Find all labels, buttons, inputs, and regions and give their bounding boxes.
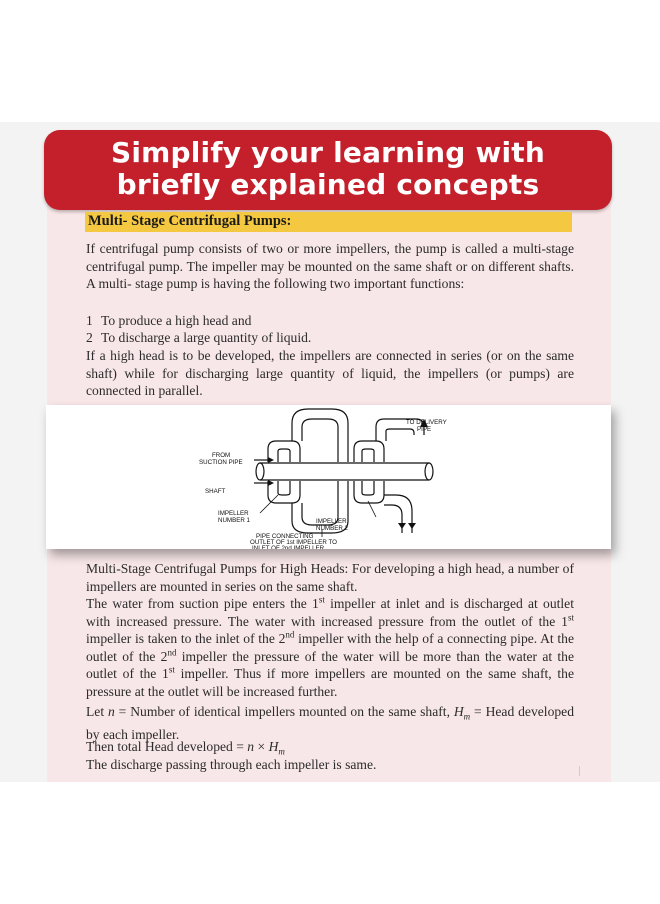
series-note-paragraph: If a high head is to be developed, the impellers are connected in series (or on the same shaft) while for discharging large quantity of liquid, the impellers (or pumps) are connected in parallel. bbox=[86, 348, 574, 398]
pump-diagram-svg bbox=[46, 405, 611, 549]
times-sign: × bbox=[254, 739, 269, 754]
label-connecting-2: OUTLET OF 1st IMPELLER TO bbox=[250, 539, 337, 546]
function-text: To produce a high head and bbox=[101, 313, 252, 328]
function-item-1 bbox=[86, 312, 251, 330]
label-delivery-1: TO DELIVERY bbox=[406, 419, 447, 426]
label-suction-2: SUCTION PIPE bbox=[199, 459, 243, 466]
section-heading: Multi- Stage Centrifugal Pumps: bbox=[88, 213, 292, 229]
intro-paragraph: If centrifugal pump consists of two or more impellers, the pump is called a multi-stage centrifugal pump. The impeller may be mounted on the same shaft or on different shafts. A multi- stage pump is having the following two important functions: bbox=[86, 241, 574, 291]
label-impeller1-2: NUMBER 1 bbox=[218, 517, 250, 524]
let-definition: Let n = Number of identical impellers mounted on the same shaft, $H_m$ = Head developed by each impeller. bbox=[86, 704, 574, 743]
promo-banner bbox=[44, 130, 612, 210]
label-shaft: SHAFT bbox=[205, 488, 226, 495]
var-H: H bbox=[453, 704, 464, 719]
total-head-formula: Then total Head developed = $n \times H_m$ bbox=[86, 739, 285, 757]
label-impeller1-1: IMPELLER bbox=[218, 510, 249, 517]
superscript-nd: nd bbox=[285, 629, 295, 640]
banner-line-2: briefly explained concepts bbox=[116, 168, 540, 201]
label-impeller2-1: IMPELLER bbox=[316, 518, 347, 525]
label-impeller2-2: NUMBER 2 bbox=[316, 525, 348, 532]
discharge-note: The discharge passing through each impeller is same. bbox=[86, 757, 377, 772]
high-heads-paragraph: Multi-Stage Centrifugal Pumps for High Heads: For developing a high head, a number of impellers are mounted in series on the same shaft. bbox=[86, 561, 574, 594]
function-number: 1 bbox=[86, 313, 93, 328]
banner-line-1: Simplify your learning with bbox=[110, 136, 546, 169]
function-text: To discharge a large quantity of liquid. bbox=[101, 330, 312, 345]
label-connecting-1: PIPE CONNECTING bbox=[256, 533, 314, 540]
top-margin bbox=[0, 0, 660, 122]
water-flow-paragraph: The water from suction pipe enters the 1st impeller at inlet and is discharged at outlet with increased pressure. The water with increased pressure from the outlet of the 1st impeller is taken to the inlet of the 2nd impeller with the help of a connecting pipe. At the outlet of the 2nd impeller the pressure of the water will be more than the water at the outlet of the 1st impeller. Thus if more impellers are mounted on the same shaft, the pressure at the outlet will be increased further. bbox=[86, 594, 574, 699]
label-delivery-2: PIPE bbox=[417, 426, 432, 433]
var-n: n bbox=[108, 704, 115, 719]
decorative-tick bbox=[579, 766, 580, 776]
section-heading-bar bbox=[85, 212, 572, 232]
label-connecting-3: INLET OF 2nd IMPELLER bbox=[252, 545, 325, 549]
label-suction-1: FROM bbox=[212, 452, 231, 459]
bottom-margin bbox=[0, 782, 660, 904]
multistage-pump-diagram bbox=[46, 405, 611, 549]
shaft-shape bbox=[260, 463, 429, 480]
superscript-st: st bbox=[318, 594, 325, 605]
function-number: 2 bbox=[86, 330, 93, 345]
function-item-2 bbox=[86, 329, 311, 347]
